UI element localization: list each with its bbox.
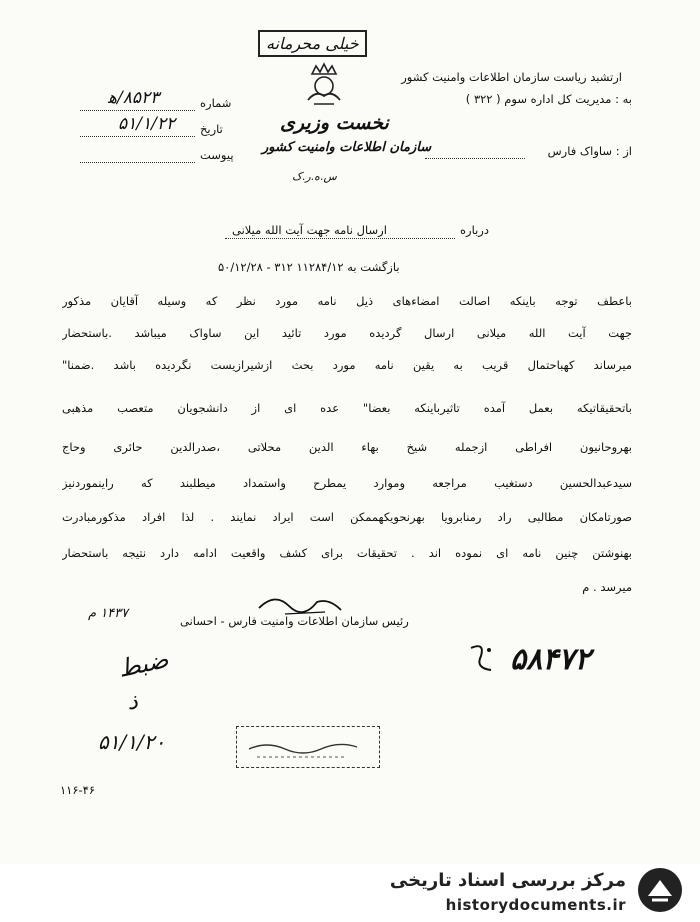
body-line: میرساند کهباحتمال قریب به یقین نامه مورد بحث ازشیرازیست نگردیده باشد .ضمنا" xyxy=(62,358,632,372)
logo-title: نخست وزیری xyxy=(280,112,389,134)
page-code: ۱۱۶-۴۶ xyxy=(60,783,96,797)
handwritten-note-3: ۵۱/۱/۲۰ xyxy=(98,730,166,754)
field-attachment-line xyxy=(80,162,195,163)
body-line: بهنوشتن چنین نامه ای نموده اند . تحقیقات برای کشف واقعیت ادامه دارد نتیجه باستحضار xyxy=(62,546,632,560)
footer-brand-url: historydocuments.ir xyxy=(445,896,626,914)
field-number-value: ۸۵۲۳/ه‍ xyxy=(108,88,160,108)
archive-logo-icon xyxy=(636,866,684,914)
lion-and-sun-emblem-icon xyxy=(300,60,348,108)
registry-number: ۵۸۴۷۲ xyxy=(510,642,591,677)
signature-line: رئیس سازمان اطلاعات وامنیت فارس - احسانی xyxy=(180,614,409,628)
handwritten-note-1: ضبط xyxy=(115,645,171,683)
field-number-label: شماره xyxy=(200,96,232,110)
body-line: باعطف توجه باینکه اصالت امضاءهای ذیل نامه مورد نظر که وسیله آقایان مذکور xyxy=(62,294,632,308)
field-number-line xyxy=(80,110,195,111)
subject-dotted-line xyxy=(225,238,455,239)
body-line: صورتامکان مطالبی راد رمنابرویا بهرنحویکهممکن است ایراد نمایند . لذا افراد مذکورمبادرت xyxy=(62,510,632,524)
body-closing: میرسد . م xyxy=(582,580,632,594)
field-date-value: ۵۱/۱/۲۲ xyxy=(118,114,176,134)
logo-subtitle: سازمان اطلاعات وامنیت کشور xyxy=(262,140,432,155)
recipient-line-2: به : مدیریت کل اداره سوم ( ۳۲۲ ) xyxy=(465,92,632,106)
subject-label: درباره xyxy=(460,223,489,237)
from-dotted-line xyxy=(425,158,525,159)
footer-watermark xyxy=(0,864,700,922)
top-classification-stamp: خیلی محرمانه xyxy=(258,30,367,57)
recipient-line-1: ارتشبد ریاست سازمان اطلاعات وامنیت کشور xyxy=(401,70,622,84)
handwritten-note-2: ذ xyxy=(128,690,138,715)
field-attachment-label: پیوست xyxy=(200,148,234,162)
logo-code: س.ه.ر.ک xyxy=(292,170,337,183)
field-date-label: تاریخ xyxy=(200,122,223,136)
footer-brand-title: مرکز بررسی اسناد تاریخی xyxy=(389,870,626,891)
subject-text: ارسال نامه جهت آیت الله میلانی xyxy=(232,223,387,237)
from-line: از : ساواک فارس xyxy=(547,144,632,158)
registry-mark-icon xyxy=(465,640,499,674)
body-line: باتحقیقاتیکه بعمل آمده تاثیرباینکه بعضا" عده ای از دانشجویان متعصب مذهبی xyxy=(62,401,632,415)
reference-line: بازگشت به ۱۱۲۸۴/۱۲ ۳۱۲ - ۵۰/۱۲/۲۸ xyxy=(218,260,400,274)
body-line: سیدعبدالحسین دستغیب مراجعه وموارد یمطرح واستمداد میطلبند که راینموردنیز xyxy=(62,476,632,490)
body-line: جهت آیت الله میلانی ارسال گردیده مورد تائید این ساواک میباشد .باستحضار xyxy=(62,326,632,340)
bottom-rubber-stamp xyxy=(236,726,380,768)
body-line: بهروحانیون افراطی ازجمله شیخ بهاء الدین محلاتی ،صدرالدین حائری وحاج xyxy=(62,440,632,454)
signature-prefix: ۱۴۳۷ م xyxy=(88,606,129,621)
field-date-line xyxy=(80,136,195,137)
